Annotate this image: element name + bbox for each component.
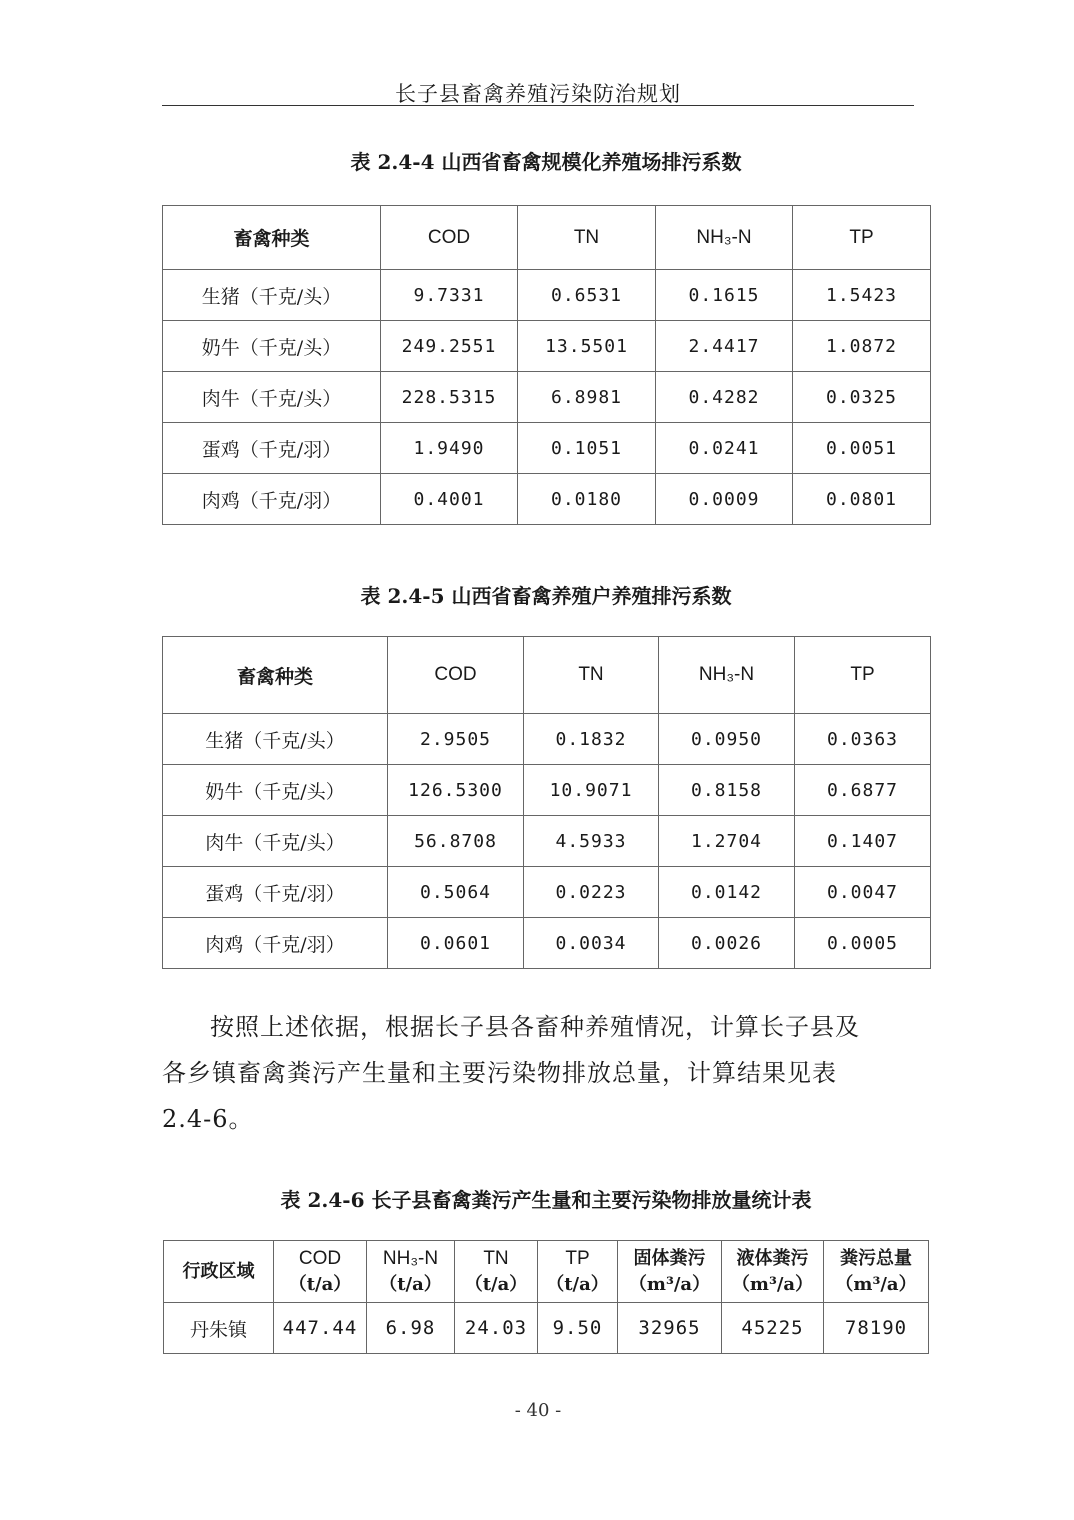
cell: 45225 bbox=[722, 1303, 824, 1354]
table2-col-tn: TN bbox=[524, 637, 659, 714]
cell: 9.7331 bbox=[381, 270, 518, 321]
col-unit: （m³/a） bbox=[628, 1273, 711, 1295]
paragraph-line-3: 2.4-6。 bbox=[162, 1105, 254, 1133]
cell: 9.50 bbox=[538, 1303, 618, 1354]
cell: 0.1615 bbox=[656, 270, 793, 321]
table3-col-region bbox=[164, 1241, 274, 1303]
table-row bbox=[163, 714, 931, 765]
col-name: COD bbox=[298, 1247, 342, 1269]
cell: 0.0180 bbox=[518, 474, 656, 525]
table-row bbox=[164, 1303, 929, 1354]
table-row bbox=[163, 918, 931, 969]
col-unit: （m³/a） bbox=[835, 1273, 917, 1295]
paragraph-text-1: 按照上述依据，根据长子县各畜种养殖情况，计算长子县及 bbox=[210, 1013, 860, 1041]
cell: 肉鸡（千克/羽） bbox=[163, 918, 388, 969]
cell: 2.4417 bbox=[656, 321, 793, 372]
cell: 4.5933 bbox=[524, 816, 659, 867]
cell: 肉牛（千克/头） bbox=[163, 372, 381, 423]
table1-col-nh3n: NH₃-N bbox=[656, 206, 793, 270]
table-row bbox=[163, 423, 931, 474]
col-name: NH₃-N bbox=[382, 1247, 439, 1269]
body-paragraph bbox=[162, 1004, 922, 1142]
table3-col-solid bbox=[618, 1241, 722, 1303]
col-name: TN bbox=[483, 1247, 509, 1269]
cell: 0.0026 bbox=[659, 918, 795, 969]
cell: 0.6531 bbox=[518, 270, 656, 321]
table2 bbox=[162, 636, 931, 969]
cell: 13.5501 bbox=[518, 321, 656, 372]
table3-header-row bbox=[164, 1241, 929, 1303]
paragraph-line-1 bbox=[162, 1004, 922, 1050]
cell: 0.6877 bbox=[795, 765, 931, 816]
cell: 肉牛（千克/头） bbox=[163, 816, 388, 867]
table1 bbox=[162, 205, 931, 525]
cell: 0.0241 bbox=[656, 423, 793, 474]
table-row bbox=[163, 816, 931, 867]
cell: 228.5315 bbox=[381, 372, 518, 423]
cell: 0.1051 bbox=[518, 423, 656, 474]
cell: 0.4282 bbox=[656, 372, 793, 423]
cell: 0.0950 bbox=[659, 714, 795, 765]
cell: 1.0872 bbox=[793, 321, 931, 372]
page-header-title: 长子县畜禽养殖污染防治规划 bbox=[395, 82, 681, 106]
table3-col-total bbox=[824, 1241, 929, 1303]
table1-col-tp: TP bbox=[793, 206, 931, 270]
cell: 1.5423 bbox=[793, 270, 931, 321]
table3-col-liquid bbox=[722, 1241, 824, 1303]
table-row bbox=[163, 474, 931, 525]
cell: 0.0801 bbox=[793, 474, 931, 525]
table-row bbox=[163, 270, 931, 321]
cell: 0.4001 bbox=[381, 474, 518, 525]
cell: 0.1832 bbox=[524, 714, 659, 765]
cell: 0.0223 bbox=[524, 867, 659, 918]
cell: 447.44 bbox=[274, 1303, 367, 1354]
cell: 0.0009 bbox=[656, 474, 793, 525]
col-unit: （t/a） bbox=[546, 1273, 609, 1295]
cell: 生猪（千克/头） bbox=[163, 270, 381, 321]
cell: 丹朱镇 bbox=[164, 1303, 274, 1354]
cell: 32965 bbox=[618, 1303, 722, 1354]
cell: 0.1407 bbox=[795, 816, 931, 867]
table2-col-tp: TP bbox=[795, 637, 931, 714]
table-row bbox=[163, 765, 931, 816]
cell: 1.9490 bbox=[381, 423, 518, 474]
cell: 0.0034 bbox=[524, 918, 659, 969]
table1-col-tn: TN bbox=[518, 206, 656, 270]
col-name: TP bbox=[565, 1247, 590, 1269]
table2-col-cod: COD bbox=[388, 637, 524, 714]
table1-caption: 表 2.4-4 山西省畜禽规模化养殖场排污系数 bbox=[350, 150, 742, 174]
table1-header-row bbox=[163, 206, 931, 270]
table1-col-species: 畜禽种类 bbox=[163, 206, 381, 270]
table3-col-tn bbox=[455, 1241, 538, 1303]
cell: 0.0325 bbox=[793, 372, 931, 423]
table-row bbox=[163, 867, 931, 918]
cell: 78190 bbox=[824, 1303, 929, 1354]
table2-caption: 表 2.4-5 山西省畜禽养殖户养殖排污系数 bbox=[360, 584, 732, 608]
cell: 肉鸡（千克/羽） bbox=[163, 474, 381, 525]
col-name: 粪污总量 bbox=[840, 1247, 912, 1269]
cell: 2.9505 bbox=[388, 714, 524, 765]
cell: 蛋鸡（千克/羽） bbox=[163, 867, 388, 918]
col-unit: （t/a） bbox=[464, 1273, 528, 1295]
cell: 6.98 bbox=[367, 1303, 455, 1354]
table2-col-nh3n: NH₃-N bbox=[659, 637, 795, 714]
table1-col-cod: COD bbox=[381, 206, 518, 270]
cell: 24.03 bbox=[455, 1303, 538, 1354]
cell: 0.0005 bbox=[795, 918, 931, 969]
cell: 0.0363 bbox=[795, 714, 931, 765]
cell: 0.5064 bbox=[388, 867, 524, 918]
col-unit: （t/a） bbox=[379, 1273, 442, 1295]
col-name: 液体粪污 bbox=[736, 1247, 809, 1269]
col-unit: （m³/a） bbox=[731, 1273, 814, 1295]
col-name: 固体粪污 bbox=[633, 1247, 706, 1269]
table-row bbox=[163, 372, 931, 423]
cell: 0.0047 bbox=[795, 867, 931, 918]
cell: 0.0601 bbox=[388, 918, 524, 969]
page-number: - 40 - bbox=[514, 1400, 562, 1421]
cell: 0.0051 bbox=[793, 423, 931, 474]
table3 bbox=[163, 1240, 929, 1354]
table2-header-row bbox=[163, 637, 931, 714]
col-unit: （t/a） bbox=[288, 1273, 352, 1295]
cell: 6.8981 bbox=[518, 372, 656, 423]
cell: 1.2704 bbox=[659, 816, 795, 867]
cell: 126.5300 bbox=[388, 765, 524, 816]
cell: 56.8708 bbox=[388, 816, 524, 867]
cell: 生猪（千克/头） bbox=[163, 714, 388, 765]
cell: 10.9071 bbox=[524, 765, 659, 816]
header-rule bbox=[162, 105, 914, 106]
table3-col-cod bbox=[274, 1241, 367, 1303]
cell: 0.0142 bbox=[659, 867, 795, 918]
cell: 蛋鸡（千克/羽） bbox=[163, 423, 381, 474]
cell: 0.8158 bbox=[659, 765, 795, 816]
cell: 奶牛（千克/头） bbox=[163, 321, 381, 372]
cell: 249.2551 bbox=[381, 321, 518, 372]
table3-col-nh3n bbox=[367, 1241, 455, 1303]
table3-col-tp bbox=[538, 1241, 618, 1303]
col-name: 行政区域 bbox=[182, 1260, 255, 1282]
table2-col-species: 畜禽种类 bbox=[163, 637, 388, 714]
table-row bbox=[163, 321, 931, 372]
cell: 奶牛（千克/头） bbox=[163, 765, 388, 816]
table3-caption: 表 2.4-6 长子县畜禽粪污产生量和主要污染物排放量统计表 bbox=[280, 1188, 812, 1212]
paragraph-line-2: 各乡镇畜禽粪污产生量和主要污染物排放总量，计算结果见表 bbox=[162, 1059, 837, 1087]
